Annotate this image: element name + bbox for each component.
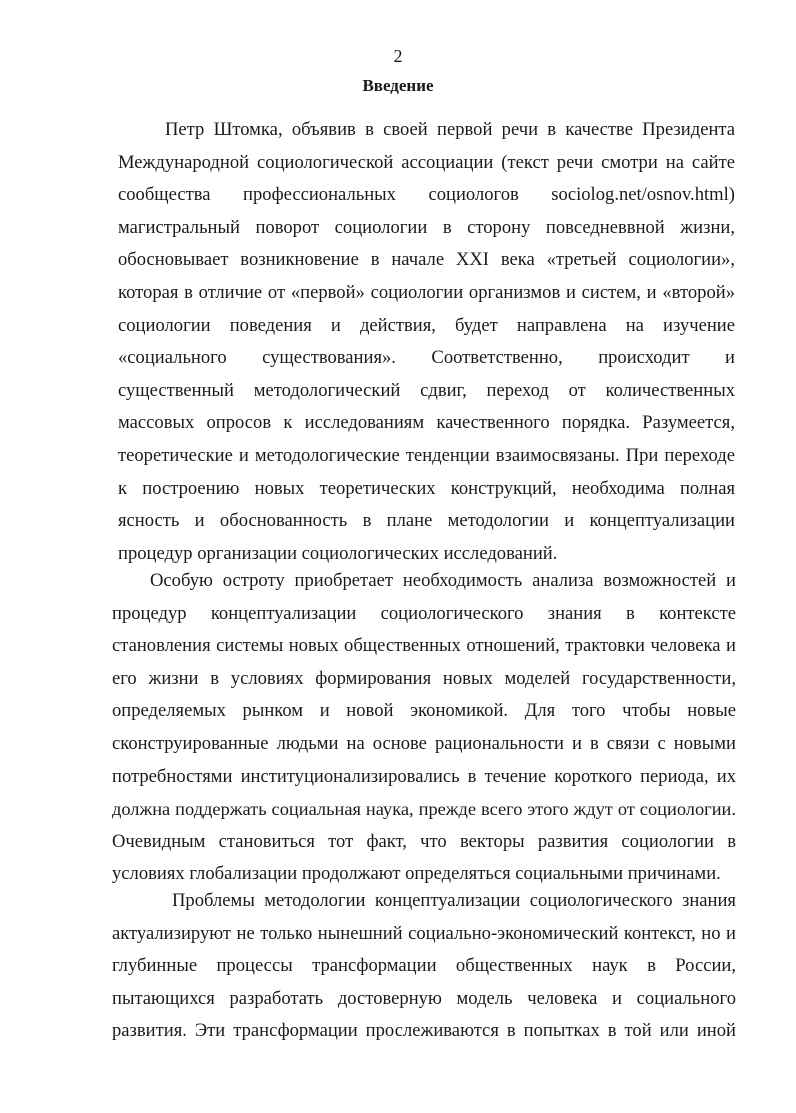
paragraph-1 <box>118 114 735 570</box>
text-line: магистральный поворот социологии в сторону повседневвной жизни, <box>118 216 735 238</box>
text-line: его жизни в условиях формирования новых моделей государственности, <box>112 667 736 689</box>
text-line: процедур концептуализации социологического знания в контексте <box>112 602 736 624</box>
text-line: определяемых рынком и новой экономикой. Для того чтобы новые <box>112 700 736 722</box>
text-line: Особую остроту приобретает необходимость анализа возможностей и <box>150 570 736 591</box>
text-line: должна поддержать социальная наука, прежде всего этого ждут от социологии. <box>112 799 736 820</box>
text-line: развития. Эти трансформации прослеживаются в попытках в той или иной <box>112 1020 736 1042</box>
text-line: существенный методологический сдвиг, переход от количественных <box>118 379 735 401</box>
text-line: сообщества профессиональных социологов sociolog.net/osnov.html) <box>118 184 735 206</box>
text-line: потребностями институционализировались в течение короткого периода, их <box>112 765 736 787</box>
text-line: Петр Штомка, объявив в своей первой речи в качестве Президента <box>165 119 735 140</box>
text-line: теоретические и методологические тенденции взаимосвязаны. При переходе <box>118 444 735 466</box>
paragraph-3 <box>112 885 736 1048</box>
text-line: «социального существования». Соответственно, происходит и <box>118 347 735 369</box>
text-line: к построению новых теоретических конструкций, необходима полная <box>118 477 735 499</box>
text-line: Проблемы методологии концептуализации социологического знания <box>172 890 736 911</box>
page-number: 2 <box>393 46 403 66</box>
text-line: ясность и обоснованность в плане методологии и концептуализации <box>118 510 735 532</box>
text-line: условиях глобализации продолжают определяться социальными причинами. <box>112 863 721 885</box>
text-line: процедур организации социологических исследований. <box>118 542 558 564</box>
text-line: социологии поведения и действия, будет направлена на изучение <box>118 314 735 336</box>
text-line: пытающихся разработать достоверную модель человека и социального <box>112 987 736 1009</box>
text-line: которая в отличие от «первой» социологии организмов и систем, и «второй» <box>118 281 735 303</box>
text-line: сконструированные людьми на основе рациональности и в связи с новыми <box>112 732 736 754</box>
text-line: становления системы новых общественных отношений, трактовки человека и <box>112 635 736 657</box>
text-line: Очевидным становиться тот факт, что векторы развития социологии в <box>112 830 736 852</box>
section-heading: Введение <box>362 76 434 95</box>
text-line: актуализируют не только нынешний социально-экономический контекст, но и <box>112 922 736 944</box>
text-line: обосновывает возникновение в начале XXI века «третьей социологии», <box>118 249 735 271</box>
paragraph-2 <box>112 565 736 891</box>
text-line: глубинные процессы трансформации общественных наук в России, <box>112 955 736 977</box>
text-line: Международной социологической ассоциации (текст речи смотри на сайте <box>118 151 735 173</box>
text-line: массовых опросов к исследованиям качественного порядка. Разумеется, <box>118 412 735 434</box>
